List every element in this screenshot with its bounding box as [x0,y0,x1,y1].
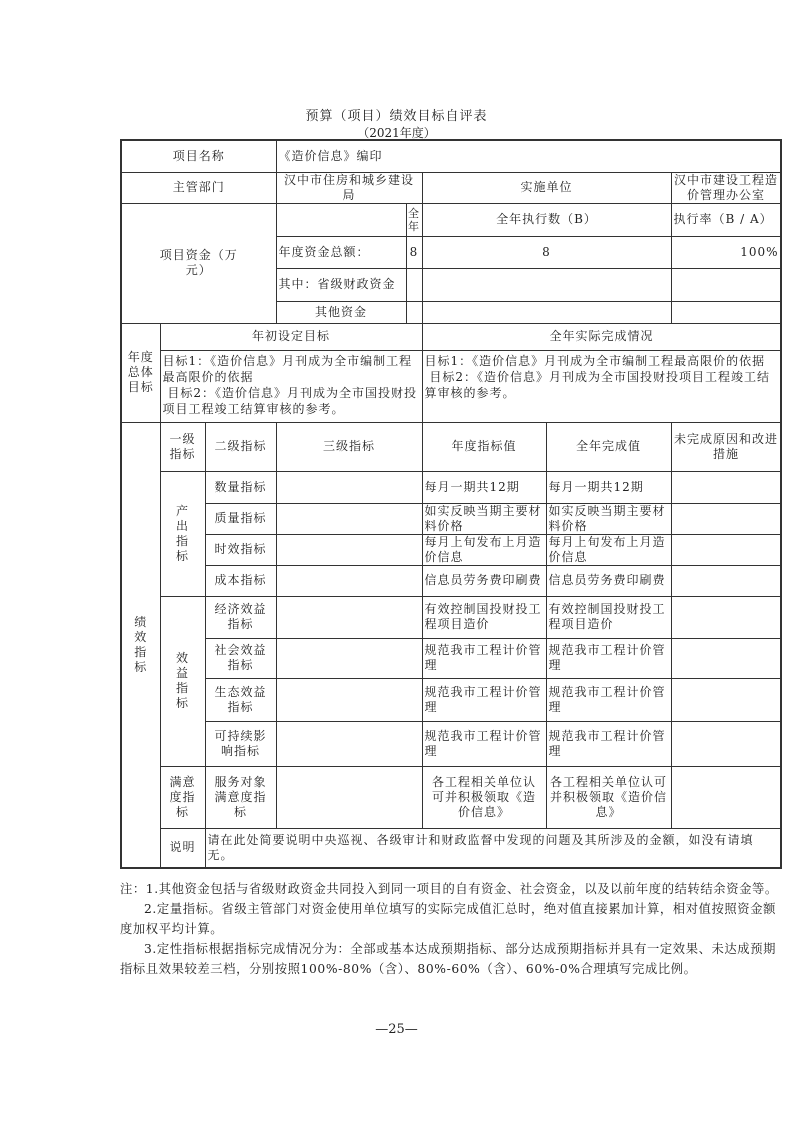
level2-cell: 经济效益指标 [205,596,276,638]
level1-satisfaction: 满意度指标 [160,766,205,828]
goals-label: 年度总体目标 [121,323,160,422]
level3-cell [276,638,422,678]
funds-row-rate: 100% [671,236,781,268]
target-cell: 每月上旬发布上月造价信息 [422,534,546,565]
indicators-section-label: 绩效指标 [121,422,160,868]
indicator-row [121,638,781,678]
indicator-row [121,471,781,503]
header-level2: 二级指标 [205,422,276,471]
indicator-row [121,534,781,565]
funds-blank-header [276,203,406,236]
indicator-row [121,596,781,638]
reason-cell [671,678,781,721]
funds-full-year-header: 全年 [406,203,422,236]
level2-cell: 社会效益指标 [205,638,276,678]
reason-cell [671,638,781,678]
funds-row-rate [671,301,781,323]
funds-row-label: 年度资金总额： [276,236,406,268]
footnotes [120,879,782,979]
level2-cell: 质量指标 [205,503,276,534]
goals-actual-text: 目标1：《造价信息》月刊成为全市编制工程最高限价的依据 目标2：《造价信息》月刊成为全市国投财投项目工程竣工结算审核的参考。 [422,350,781,422]
target-cell: 规范我市工程计价管理 [422,638,546,678]
goals-header-row [121,323,781,350]
level3-cell [276,534,422,565]
actual-cell: 每月上旬发布上月造价信息 [546,534,671,565]
level3-cell [276,471,422,503]
actual-cell: 各工程相关单位认可并积极领取《造价信息》 [546,766,671,828]
level3-cell [276,766,422,828]
page-number: —25— [375,1022,418,1037]
actual-cell: 规范我市工程计价管理 [546,721,671,766]
goals-planned-header: 年初设定目标 [160,323,422,350]
footnote-1: 注：1.其他资金包括与省级财政资金共同投入到同一项目的自有资金、社会资金，以及以前年度的结转结余资金等。 [120,882,778,896]
goals-content-row [121,350,781,422]
implementing-unit-label: 实施单位 [422,172,671,203]
project-name-value: 《造价信息》编印 [276,140,781,172]
funds-rate-header: 执行率（B / A） [671,203,781,236]
reason-cell [671,766,781,828]
header-level3: 三级指标 [276,422,422,471]
actual-cell: 规范我市工程计价管理 [546,678,671,721]
funds-row-rate [671,268,781,301]
header-reason: 未完成原因和改进措施 [671,422,781,471]
project-name-label: 项目名称 [121,140,276,172]
footnote-2: 2.定量指标。省级主管部门对资金使用单位填写的实际完成值汇总时，绝对值直接累加计算，相对值按照资金额度加权平均计算。 [120,902,776,936]
indicator-row [121,766,781,828]
target-cell: 有效控制国投财投工程项目造价 [422,596,546,638]
goals-actual-header: 全年实际完成情况 [422,323,781,350]
level3-cell [276,503,422,534]
header-target: 年度指标值 [422,422,546,471]
funds-row-executed [422,268,671,301]
indicator-row [121,503,781,534]
indicator-row [121,565,781,596]
department-value: 汉中市住房和城乡建设局 [276,172,422,203]
explanation-row [121,828,781,868]
level2-cell: 数量指标 [205,471,276,503]
target-cell: 每月一期共12期 [422,471,546,503]
funds-label: 项目资金（万元） [121,203,276,323]
department-row [121,172,781,203]
level3-cell [276,565,422,596]
footnote-3: 3.定性指标根据指标完成情况分为：全部或基本达成预期指标、部分达成预期指标并具有一定效果、未达成预期指标且效果较差三档，分别按照100%-80%（含）、80%-60%（含）、60%-0%合理填写完成比例。 [120,942,776,976]
header-actual: 全年完成值 [546,422,671,471]
header-level1: 一级指标 [160,422,205,471]
level2-cell: 时效指标 [205,534,276,565]
target-cell: 信息员劳务费印刷费 [422,565,546,596]
level2-cell: 生态效益指标 [205,678,276,721]
department-label: 主管部门 [121,172,276,203]
funds-row-label: 其他资金 [276,301,406,323]
form-year: （2021年度） [357,126,436,140]
actual-cell: 有效控制国投财投工程项目造价 [546,596,671,638]
reason-cell [671,721,781,766]
target-cell: 规范我市工程计价管理 [422,678,546,721]
actual-cell: 每月一期共12期 [546,471,671,503]
level3-cell [276,721,422,766]
level3-cell [276,678,422,721]
target-cell: 各工程相关单位认可并积极领取《造价信息》 [422,766,546,828]
explanation-label: 说明 [160,828,205,868]
level1-output: 产出指标 [160,471,205,596]
funds-row-label: 其中：省级财政资金 [276,268,406,301]
funds-row-full-year [406,268,422,301]
actual-cell: 规范我市工程计价管理 [546,638,671,678]
project-name-row [121,140,781,172]
level2-cell: 可持续影响指标 [205,721,276,766]
reason-cell [671,596,781,638]
form-title: 预算（项目）绩效目标自评表 [305,109,488,124]
reason-cell [671,534,781,565]
level2-cell: 成本指标 [205,565,276,596]
level1-benefit: 效益指标 [160,596,205,766]
explanation-text: 请在此处简要说明中央巡视、各级审计和财政监督中发现的问题及其所涉及的金额，如没有请填无。 [205,828,781,868]
funds-row-full-year [406,301,422,323]
actual-cell: 信息员劳务费印刷费 [546,565,671,596]
indicator-row [121,678,781,721]
reason-cell [671,503,781,534]
funds-row-executed [422,301,671,323]
level2-cell: 服务对象满意度指标 [205,766,276,828]
reason-cell [671,565,781,596]
target-cell: 规范我市工程计价管理 [422,721,546,766]
target-cell: 如实反映当期主要材料价格 [422,503,546,534]
goals-planned-text: 目标1：《造价信息》月刊成为全市编制工程最高限价的依据 目标2：《造价信息》月刊成为全市国投财投项目工程竣工结算审核的参考。 [160,350,422,422]
self-evaluation-table [120,139,782,869]
funds-header-row [121,203,781,236]
funds-row-full-year: 8 [406,236,422,268]
implementing-unit-value: 汉中市建设工程造价管理办公室 [671,172,781,203]
funds-executed-header: 全年执行数（B） [422,203,671,236]
actual-cell: 如实反映当期主要材料价格 [546,503,671,534]
funds-row-executed: 8 [422,236,671,268]
reason-cell [671,471,781,503]
indicators-header-row [121,422,781,471]
indicator-row [121,721,781,766]
level3-cell [276,596,422,638]
